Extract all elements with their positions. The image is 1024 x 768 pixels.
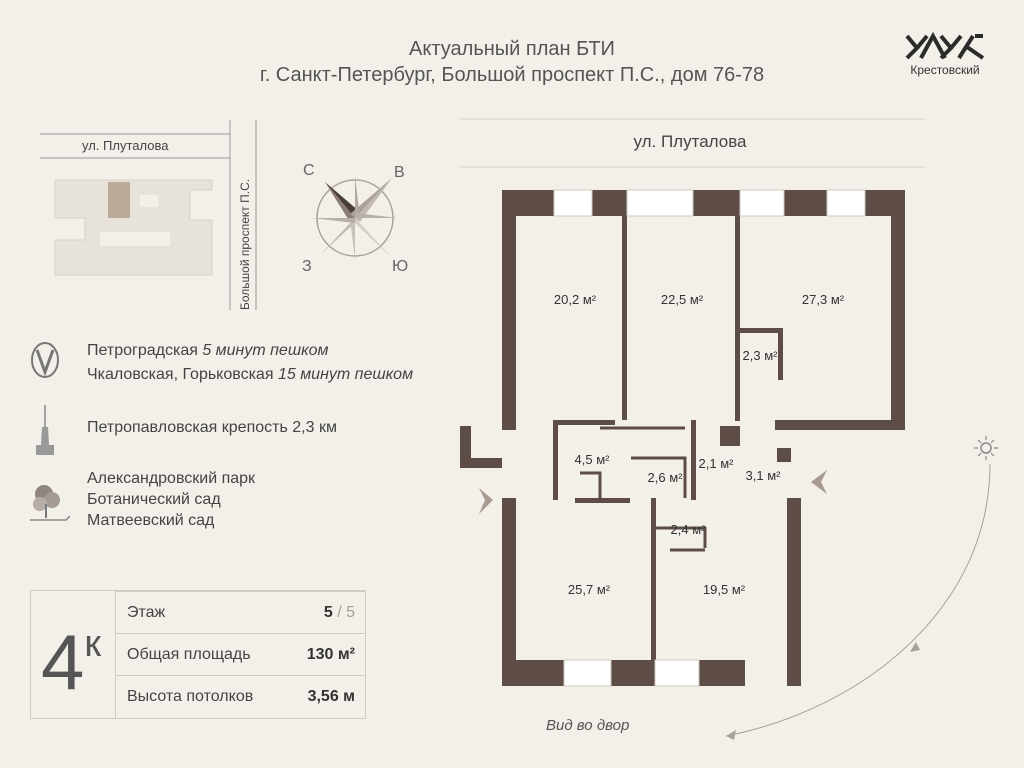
landmark-text: Петропавловская крепость 2,3 км — [87, 419, 337, 436]
plan-street-label: ул. Плуталова — [633, 132, 747, 151]
metro-1-time: 5 минут пешком — [202, 342, 329, 359]
area-row — [115, 633, 365, 676]
sun-path — [690, 430, 1010, 760]
brand-logo — [895, 30, 995, 77]
park-3: Матвеевский сад — [87, 512, 215, 529]
room-label: 2,3 м² — [742, 348, 778, 363]
ceiling-value: 3,56 м — [307, 688, 355, 705]
room-label: 22,5 м² — [660, 292, 704, 307]
room-count-number: 4 — [41, 618, 85, 706]
room-count — [41, 605, 101, 707]
apartment-stats — [30, 590, 366, 719]
header — [0, 36, 1024, 88]
room-count-suffix: к — [84, 623, 102, 665]
floor-label: Этаж — [127, 604, 166, 621]
sun-icon — [974, 436, 998, 460]
room-label: 2,6 м² — [647, 470, 683, 485]
minimap-street-vertical: Большой проспект П.С. — [238, 178, 252, 310]
compass-east: В — [394, 164, 405, 181]
plan-view-label: Вид во двор — [546, 717, 630, 734]
plan-title: Актуальный план БТИ — [409, 38, 615, 60]
metro-line-2 — [87, 364, 413, 386]
minimap-building-highlight — [108, 182, 130, 218]
room-label: 27,3 м² — [801, 292, 845, 307]
ceiling-label: Высота потолков — [127, 688, 254, 705]
floor-row — [115, 591, 365, 634]
metro-1-station: Петроградская — [87, 342, 198, 359]
room-label: 3,1 м² — [745, 468, 781, 483]
park-1: Александровский парк — [87, 470, 256, 487]
metro-line-1 — [87, 340, 329, 362]
area-value: 130 м² — [306, 646, 355, 663]
compass-rose — [300, 160, 420, 280]
area-label: Общая площадь — [127, 646, 251, 663]
floor-value: 5 / 5 — [323, 604, 355, 621]
metro-2-stations: Чкаловская, Горьковская — [87, 366, 274, 383]
spire-icon — [30, 405, 60, 455]
address: г. Санкт-Петербург, Большой проспект П.С., дом 76-78 — [259, 64, 765, 86]
brand-name: Крестовский — [910, 63, 980, 77]
metro-icon — [30, 340, 60, 380]
ceiling-row — [115, 675, 365, 718]
compass-north: С — [303, 162, 315, 179]
minimap-street-horizontal: ул. Плуталова — [82, 138, 169, 153]
room-label: 19,5 м² — [702, 582, 746, 597]
room-label: 20,2 м² — [553, 292, 597, 307]
tree-icon — [30, 480, 70, 524]
compass-south: Ю — [392, 258, 409, 275]
room-label: 2,1 м² — [698, 456, 734, 471]
room-label: 25,7 м² — [567, 582, 611, 597]
compass-west: З — [302, 258, 312, 275]
room-label: 2,4 м² — [670, 522, 706, 537]
entry-arrow-left — [479, 488, 493, 514]
room-label: 4,5 м² — [574, 452, 610, 467]
moon-icon — [706, 728, 718, 743]
park-2: Ботанический сад — [87, 491, 221, 508]
logo-mark-icon — [903, 30, 987, 60]
metro-2-time: 15 минут пешком — [277, 366, 414, 383]
